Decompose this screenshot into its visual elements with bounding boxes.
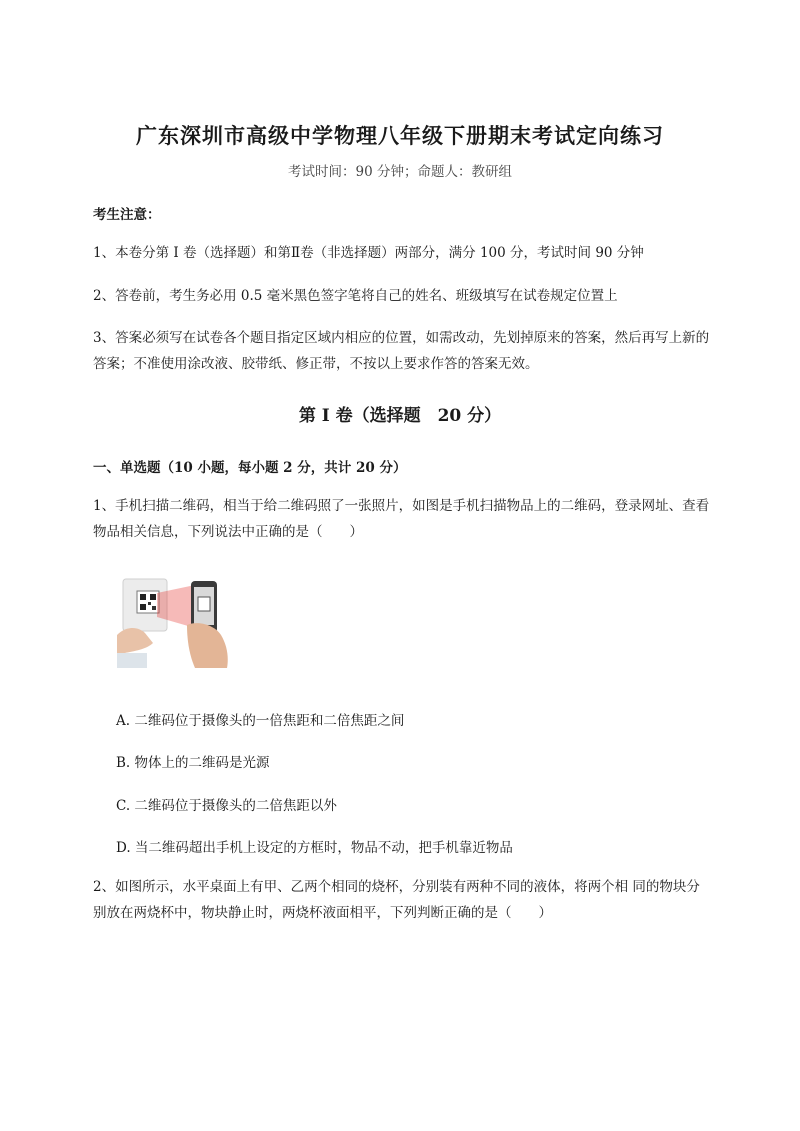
notice-item: 1、本卷分第 I 卷（选择题）和第Ⅱ卷（非选择题）两部分，满分 100 分，考试时间 90 分钟 xyxy=(93,245,644,261)
question-stem: 1、手机扫描二维码，相当于给二维码照了一张照片，如图是手机扫描物品上的二维码，登录网址、查看物品相关信息，下列说法中正确的是（ ） xyxy=(93,498,710,540)
notice-item: 3、答案必须写在试卷各个题目指定区域内相应的位置，如需改动，先划掉原来的答案，然后再写上新的答案；不准使用涂改液、胶带纸、修正带，不按以上要求作答的答案无效。 xyxy=(93,330,710,372)
notice-heading: 考生注意： xyxy=(93,207,161,223)
part-heading: 一、单选题（10 小题，每小题 2 分，共计 20 分） xyxy=(93,460,407,476)
notice-item: 2、答卷前，考生务必用 0.5 毫米黑色签字笔将自己的姓名、班级填写在试卷规定位置上 xyxy=(93,288,618,304)
option-a[interactable]: A. 二维码位于摄像头的一倍焦距和二倍焦距之间 xyxy=(116,713,405,729)
question-figure xyxy=(117,573,235,668)
option-c[interactable]: C. 二维码位于摄像头的二倍焦距以外 xyxy=(116,798,337,814)
phone-scanning-qr-code-image xyxy=(117,573,235,668)
option-b[interactable]: B. 物体上的二维码是光源 xyxy=(116,755,270,771)
section-title: 第 I 卷（选择题 20 分） xyxy=(298,406,502,426)
option-d[interactable]: D. 当二维码超出手机上设定的方框时，物品不动，把手机靠近物品 xyxy=(116,840,513,856)
page-title: 广东深圳市高级中学物理八年级下册期末考试定向练习 xyxy=(136,123,664,148)
exam-info: 考试时间：90 分钟；命题人：教研组 xyxy=(288,164,512,180)
question-stem: 2、如图所示，水平桌面上有甲、乙两个相同的烧杯，分别装有两种不同的液体，将两个相 同的物块分别放在两烧杯中，物块静止时，两烧杯液面相平，下列判断正确的是（ ） xyxy=(93,879,700,921)
